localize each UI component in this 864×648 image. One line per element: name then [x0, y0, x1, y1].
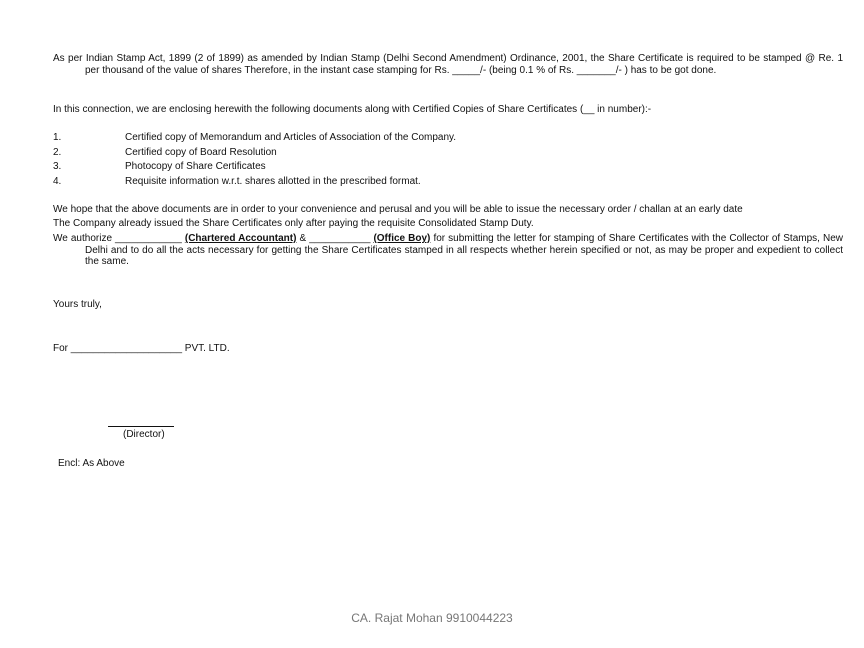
list-item: [53, 131, 653, 146]
list-item-text: Certified copy of Memorandum and Articles of Association of the Company.: [125, 132, 457, 143]
list-item-number: 3.: [53, 161, 62, 173]
stamp-duty-sentence: The Company already issued the Share Certificates only after paying the requisite Consolidated Stamp Duty.: [53, 218, 534, 229]
stamp-act-paragraph: As per Indian Stamp Act, 1899 (2 of 1899) as amended by Indian Stamp (Delhi Second Amendment) Ordinance, 2001, the Share Certificate is required to be stamped @ Re. 1 per thousand of the value of shares Therefore, in the instant case stamping for Rs. _____/- (being 0.1 % of Rs. _______/- ) has to be got done.: [53, 53, 843, 76]
company-for-line: For ____________________ PVT. LTD.: [53, 343, 230, 354]
signatory-designation: (Director): [123, 429, 165, 440]
list-item-number: 1.: [53, 132, 62, 143]
list-item-text: Photocopy of Share Certificates: [125, 161, 266, 173]
chartered-accountant-label: (Chartered Accountant): [184, 233, 297, 244]
authorize-prefix: We authorize ____________: [53, 233, 182, 244]
authorize-rest: for submitting the letter for stamping of Share Certificates with the Collector of Stamps, New Delhi and to do all the acts necessary for getting the Share Certificates stamped in all respects whether herein specified or not, as may be proper and expedient to collect the same.: [85, 233, 843, 267]
footer-text: CA. Rajat Mohan 9910044223: [351, 611, 513, 625]
enclosure-list: [53, 131, 653, 189]
list-item-number: 2.: [53, 146, 62, 158]
list-item-text: Certified copy of Board Resolution: [125, 146, 277, 158]
authorize-mid: & ___________: [296, 233, 374, 244]
list-item: [53, 146, 653, 161]
enclosure-note: Encl: As Above: [58, 458, 125, 469]
authorization-paragraph: [53, 233, 843, 268]
enclosure-intro-paragraph: In this connection, we are enclosing herewith the following documents along with Certified Copies of Share Certificates (__ in number):-: [53, 104, 652, 115]
list-item-text: Requisite information w.r.t. shares allotted in the prescribed format.: [125, 175, 421, 187]
signature-line: [108, 426, 174, 427]
closing-salutation: Yours truly,: [53, 299, 102, 310]
hope-sentence: We hope that the above documents are in order to your convenience and perusal and you will be able to issue the necessary order / challan at an early date: [53, 204, 743, 215]
list-item: [53, 160, 653, 175]
office-boy-label: (Office Boy): [373, 233, 431, 244]
list-item: [53, 175, 653, 190]
list-item-number: 4.: [53, 175, 62, 187]
